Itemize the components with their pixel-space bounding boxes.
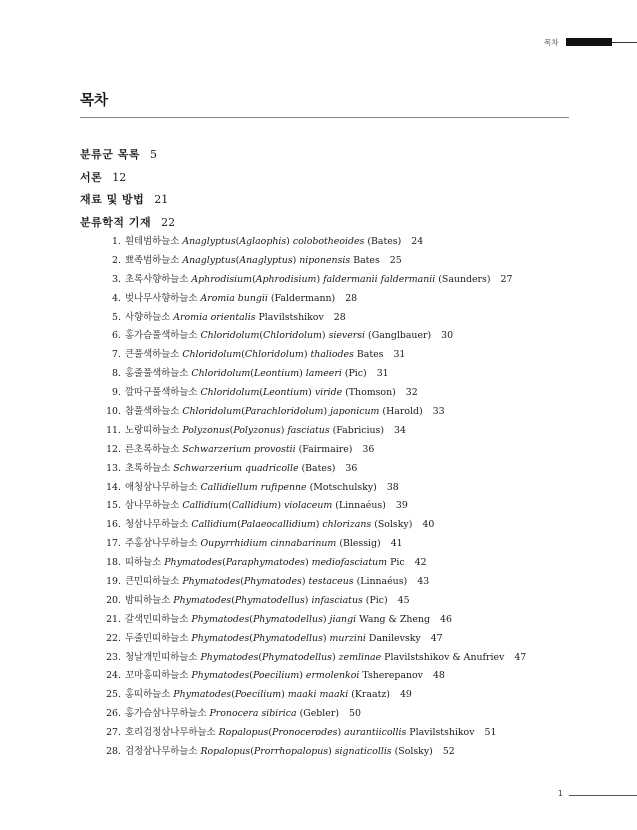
entry-genus: Chloridolum	[200, 330, 260, 342]
entry-author: (Solsky)	[394, 746, 433, 758]
section-item	[80, 146, 175, 169]
entry-subgenus: Paraphymatodes	[225, 557, 305, 569]
entry-genus: Anaglyptus	[182, 254, 236, 266]
entry-author: (Saunders)	[438, 273, 491, 285]
entry-author: (Linnaéus)	[335, 500, 386, 512]
entry-number: 9.	[112, 387, 121, 399]
entry-number: 14.	[106, 481, 121, 493]
entry-author: (Kraatz)	[351, 689, 390, 701]
entry-page: 33	[432, 406, 445, 418]
entry-number: 20.	[106, 594, 121, 606]
entry-genus: Callidiellum rufipenne	[200, 481, 307, 493]
entry-number: 17.	[106, 538, 121, 550]
entry-page: 47	[430, 632, 443, 644]
toc-entry: 1. 흰테범하늘소 Anaglyptus(Aglaophis) colobotheoides (Bates) 24	[100, 234, 526, 253]
section-page: 21	[154, 193, 169, 206]
entry-genus: Chloridolum	[182, 406, 242, 418]
toc-entry: 2. 뾰족범하늘소 Anaglyptus(Anaglyptus) niponensis Bates 25	[100, 253, 526, 272]
toc-entry: 16. 청삼나무하늘소 Callidium(Palaeocallidium) chlorizans (Solsky) 40	[100, 517, 526, 536]
entry-author: (Faldermann)	[270, 292, 336, 304]
toc-entry	[100, 536, 526, 555]
entry-author: Bates	[353, 254, 380, 266]
toc-entry: 23. 청날개민띠하늘소 Phymatodes(Phymatodellus) zemlinae Plavilstshikov & Anufriev 47	[100, 650, 526, 669]
entry-subgenus: Palaeocallidium	[240, 519, 316, 531]
entry-genus: Phymatodes	[200, 651, 259, 663]
toc-entry: 6. 홍가슴풀색하늘소 Chloridolum(Chloridolum) sieversi (Ganglbauer) 30	[100, 328, 526, 347]
toc-entry: 27. 호리검정삼나무하늘소 Ropalopus(Pronocerodes) aurantiicollis Plavilstshikov 51	[100, 725, 526, 744]
entry-species: zemlinae	[338, 651, 382, 663]
entry-korean-name: 초록사향하늘소	[125, 273, 189, 285]
entry-korean-name: 꼬마홍띠하늘소	[125, 670, 189, 682]
entry-species: aurantiicollis	[344, 727, 407, 739]
entry-number: 18.	[106, 557, 121, 569]
toc-entry: 7. 큰풀색하늘소 Chloridolum(Chloridolum) thaliodes Bates 31	[100, 347, 526, 366]
toc-entry	[100, 706, 526, 725]
entry-korean-name: 갈색민띠하늘소	[125, 613, 189, 625]
entry-korean-name: 호리검정삼나무하늘소	[125, 727, 216, 739]
entry-korean-name: 두줄민띠하늘소	[125, 632, 189, 644]
entry-subgenus: Aglaophis	[239, 236, 287, 247]
entry-number: 6.	[112, 330, 121, 342]
toc-entry: 22. 두줄민띠하늘소 Phymatodes(Phymatodellus) murzini Danilevsky 47	[100, 631, 526, 650]
entry-number: 11.	[106, 424, 121, 436]
entry-genus: Anaglyptus	[182, 236, 236, 247]
entry-number: 4.	[112, 292, 121, 304]
entry-number: 26.	[106, 708, 121, 720]
entry-species: fasciatus	[287, 424, 330, 436]
section-title: 분류학적 기재	[80, 215, 152, 229]
entry-genus: Callidium	[191, 519, 238, 531]
entry-subgenus: Chloridolum	[244, 349, 304, 361]
section-item	[80, 169, 175, 192]
entry-number: 13.	[106, 462, 121, 474]
entry-list	[100, 234, 526, 763]
entry-korean-name: 사향하늘소	[125, 311, 171, 323]
footer-line	[569, 795, 637, 796]
entry-genus: Polyzonus	[182, 424, 230, 436]
entry-korean-name: 검정삼나무하늘소	[125, 746, 198, 758]
entry-species: mediofasciatum	[311, 557, 388, 569]
entry-number: 2.	[112, 254, 121, 266]
entry-genus: Schwarzerium quadricolle	[173, 462, 299, 474]
entry-korean-name: 른초록하늘소	[125, 443, 180, 455]
entry-page: 30	[441, 330, 454, 342]
entry-author: (Motschulsky)	[309, 481, 377, 493]
entry-species: thaliodes	[310, 349, 354, 361]
toc-entry: 28. 검정삼나무하늘소 Ropalopus(Prorrhopalopus) signaticollis (Solsky) 52	[100, 744, 526, 763]
entry-genus: Phymatodes	[191, 613, 250, 625]
section-list	[80, 146, 175, 236]
entry-subgenus: Leontium	[263, 387, 309, 399]
entry-page: 45	[397, 594, 410, 606]
entry-number: 3.	[112, 273, 121, 285]
entry-genus: Chloridolum	[200, 387, 260, 399]
entry-page: 50	[348, 708, 361, 720]
section-item	[80, 214, 175, 237]
entry-subgenus: Aphrodisium	[255, 273, 317, 285]
entry-subgenus: Phymatodellus	[252, 632, 323, 644]
entry-page: 51	[484, 727, 497, 739]
toc-entry: 8. 홍줄풀색하늘소 Chloridolum(Leontium) lameeri (Pic) 31	[100, 366, 526, 385]
toc-entry: 20. 밤띠하늘소 Phymatodes(Phymatodellus) infasciatus (Pic) 45	[100, 593, 526, 612]
entry-number: 15.	[106, 500, 121, 512]
entry-author: (Linnaéus)	[356, 576, 408, 588]
entry-page: 49	[399, 689, 412, 701]
entry-species: chlorizans	[322, 519, 372, 531]
entry-korean-name: 큰풀색하늘소	[125, 349, 180, 361]
entry-number: 21.	[106, 613, 121, 625]
entry-number: 5.	[112, 311, 121, 323]
entry-author: (Solsky)	[374, 519, 413, 531]
section-title: 재료 및 방법	[80, 193, 145, 206]
entry-author: Danilevsky	[368, 632, 421, 644]
section-page: 5	[149, 148, 157, 161]
entry-page: 40	[422, 519, 435, 531]
entry-species: ermolenkoi	[305, 670, 360, 682]
toc-entry	[100, 480, 526, 499]
entry-author: Plavilstshikov & Anufriev	[384, 651, 505, 663]
entry-page: 42	[414, 557, 427, 569]
entry-korean-name: 깔따구풀색하늘소	[125, 387, 198, 399]
entry-korean-name: 초록하늘소	[125, 462, 171, 474]
entry-author: (Fairmaire)	[298, 443, 353, 455]
toc-entry: 25. 홍띠하늘소 Phymatodes(Poecilium) maaki maaki (Kraatz) 49	[100, 687, 526, 706]
entry-author: Plavilstshikov	[258, 311, 324, 323]
entry-page: 52	[442, 746, 455, 758]
toc-entry: 9. 깔따구풀색하늘소 Chloridolum(Leontium) viride (Thomson) 32	[100, 385, 526, 404]
entry-number: 12.	[106, 443, 121, 455]
entry-author: (Blessig)	[339, 538, 381, 550]
entry-species: jiangi	[329, 613, 357, 625]
entry-korean-name: 참풀색하늘소	[125, 406, 180, 418]
entry-korean-name: 홍가슴삼나무하늘소	[125, 708, 207, 720]
entry-species: infasciatus	[311, 594, 363, 606]
entry-korean-name: 홍띠하늘소	[125, 689, 171, 701]
entry-species: niponensis	[299, 254, 351, 266]
page-number: 1	[558, 789, 563, 798]
entry-genus: Phymatodes	[173, 594, 232, 606]
entry-number: 16.	[106, 519, 121, 531]
entry-genus: Pronocera sibirica	[209, 708, 297, 720]
toc-entry: 21. 갈색민띠하늘소 Phymatodes(Phymatodellus) jiangi Wang & Zheng 46	[100, 612, 526, 631]
entry-genus: Aromia bungii	[200, 292, 268, 304]
title-rule	[80, 117, 569, 118]
entry-subgenus: Callidium	[231, 500, 278, 512]
entry-number: 25.	[106, 689, 121, 701]
entry-korean-name: 흰테범하늘소	[125, 236, 180, 247]
entry-korean-name: 청날개민띠하늘소	[125, 651, 198, 663]
toc-entry: 18. 띠하늘소 Phymatodes(Paraphymatodes) mediofasciatum Pic 42	[100, 555, 526, 574]
entry-number: 1.	[112, 236, 121, 247]
section-title: 서론	[80, 170, 103, 184]
entry-species: signaticollis	[334, 746, 392, 758]
entry-subgenus: Polyzonus	[233, 424, 281, 436]
entry-korean-name: 벚나무사향하늘소	[125, 292, 198, 304]
entry-subgenus: Phymatodes	[243, 576, 302, 588]
entry-korean-name: 뾰족범하늘소	[125, 254, 180, 266]
entry-page: 36	[362, 443, 375, 455]
entry-genus: Ropalopus	[218, 727, 269, 739]
entry-page: 46	[439, 613, 452, 625]
entry-korean-name: 밤띠하늘소	[125, 594, 171, 606]
entry-subgenus: Leontium	[253, 368, 300, 380]
entry-page: 39	[395, 500, 408, 512]
entry-number: 22.	[106, 632, 121, 644]
entry-species: faldermanii faldermanii	[323, 273, 436, 285]
entry-korean-name: 홍줄풀색하늘소	[125, 368, 189, 380]
toc-entry: 24. 꼬마홍띠하늘소 Phymatodes(Poecilium) ermolenkoi Tsherepanov 48	[100, 668, 526, 687]
section-item	[80, 191, 175, 214]
section-page: 12	[112, 170, 127, 184]
entry-subgenus: Anaglyptus	[239, 254, 293, 266]
entry-page: 32	[405, 387, 418, 399]
entry-page: 48	[432, 670, 445, 682]
entry-species: murzini	[329, 632, 366, 644]
toc-entry: 15. 삼나무하늘소 Callidium(Callidium) violaceum (Linnaéus) 39	[100, 498, 526, 517]
entry-subgenus: Chloridolum	[263, 330, 322, 342]
entry-korean-name: 청삼나무하늘소	[125, 519, 189, 531]
entry-subgenus: Parachloridolum	[244, 406, 324, 418]
entry-author: (Bates)	[367, 236, 402, 247]
entry-number: 7.	[112, 349, 121, 361]
entry-genus: Schwarzerium provostii	[182, 443, 296, 455]
entry-korean-name: 홍가슴풀색하늘소	[125, 330, 198, 342]
entry-korean-name: 큰민띠하늘소	[125, 576, 180, 588]
entry-number: 27.	[106, 727, 121, 739]
entry-species: testaceus	[308, 576, 354, 588]
entry-number: 8.	[112, 368, 121, 380]
entry-subgenus: Phymatodellus	[252, 613, 323, 625]
entry-subgenus: Poecilium	[234, 689, 282, 701]
toc-entry	[100, 442, 526, 461]
entry-author: Pic	[390, 557, 405, 569]
entry-page: 38	[386, 481, 399, 493]
entry-subgenus: Phymatodellus	[234, 594, 305, 606]
entry-korean-name: 노랑띠하늘소	[125, 424, 180, 436]
toc-entry: 19. 큰민띠하늘소 Phymatodes(Phymatodes) testaceus (Linnaéus) 43	[100, 574, 526, 593]
entry-page: 41	[390, 538, 403, 550]
entry-author: (Bates)	[301, 462, 336, 474]
section-page: 22	[161, 215, 176, 229]
entry-page: 24	[411, 236, 424, 247]
entry-korean-name: 애청삼나무하늘소	[125, 481, 198, 493]
entry-species: viride	[314, 387, 343, 399]
entry-species: sieversi	[328, 330, 366, 342]
toc-entry: 3. 초록사향하늘소 Aphrodisium(Aphrodisium) faldermanii faldermanii (Saunders) 27	[100, 272, 526, 291]
page-title: 목차	[80, 93, 109, 109]
section-title: 분류군 목록	[80, 148, 140, 161]
entry-number: 28.	[106, 746, 121, 758]
header-bar	[566, 38, 612, 46]
entry-species: lameeri	[305, 368, 342, 380]
entry-species: violaceum	[284, 500, 333, 512]
entry-species: colobotheoides	[292, 236, 365, 247]
toc-entry	[100, 291, 526, 310]
entry-author: (Fabricius)	[332, 424, 384, 436]
entry-genus: Phymatodes	[173, 689, 232, 701]
entry-page: 31	[393, 349, 406, 361]
entry-author: Wang & Zheng	[359, 613, 430, 625]
entry-genus: Ropalopus	[200, 746, 251, 758]
entry-page: 28	[333, 311, 346, 323]
entry-author: (Harold)	[382, 406, 423, 418]
entry-page: 43	[417, 576, 430, 588]
entry-genus: Chloridolum	[182, 349, 242, 361]
entry-number: 19.	[106, 576, 121, 588]
entry-subgenus: Phymatodellus	[262, 651, 332, 663]
entry-genus: Aromia orientalis	[173, 311, 256, 323]
entry-genus: Phymatodes	[182, 576, 241, 588]
entry-korean-name: 띠하늘소	[125, 557, 162, 569]
entry-author: (Pic)	[365, 594, 388, 606]
entry-author: (Thomson)	[345, 387, 396, 399]
entry-page: 27	[500, 273, 513, 285]
entry-korean-name: 주홍삼나무하늘소	[125, 538, 198, 550]
entry-author: (Gebler)	[299, 708, 339, 720]
entry-species: japonicum	[330, 406, 380, 418]
toc-entry	[100, 461, 526, 480]
entry-author: Bates	[356, 349, 384, 361]
entry-page: 28	[345, 292, 358, 304]
entry-korean-name: 삼나무하늘소	[125, 500, 180, 512]
entry-author: (Pic)	[344, 368, 367, 380]
entry-author: (Ganglbauer)	[368, 330, 432, 342]
entry-genus: Phymatodes	[191, 670, 250, 682]
entry-subgenus: Poecilium	[252, 670, 300, 682]
entry-page: 31	[376, 368, 389, 380]
entry-genus: Callidium	[182, 500, 229, 512]
entry-page: 25	[389, 254, 402, 266]
toc-entry: 11. 노랑띠하늘소 Polyzonus(Polyzonus) fasciatus (Fabricius) 34	[100, 423, 526, 442]
header-label: 목차	[544, 38, 559, 47]
entry-page: 47	[514, 651, 527, 663]
entry-page: 34	[394, 424, 406, 436]
entry-subgenus: Prorrhopalopus	[253, 746, 329, 758]
entry-genus: Oupyrrhidium cinnabarinum	[200, 538, 337, 550]
entry-author: Tsherepanov	[362, 670, 423, 682]
entry-genus: Phymatodes	[191, 632, 250, 644]
entry-number: 24.	[106, 670, 121, 682]
entry-number: 23.	[106, 651, 121, 663]
toc-entry	[100, 310, 526, 329]
header-line	[612, 42, 637, 43]
toc-entry: 10. 참풀색하늘소 Chloridolum(Parachloridolum) japonicum (Harold) 33	[100, 404, 526, 423]
entry-species: maaki maaki	[287, 689, 349, 701]
entry-genus: Aphrodisium	[191, 273, 253, 285]
entry-subgenus: Pronocerodes	[272, 727, 338, 739]
entry-number: 10.	[106, 406, 121, 418]
entry-page: 36	[345, 462, 358, 474]
entry-genus: Chloridolum	[191, 368, 251, 380]
entry-author: Plavilstshikov	[409, 727, 475, 739]
entry-genus: Phymatodes	[164, 557, 223, 569]
